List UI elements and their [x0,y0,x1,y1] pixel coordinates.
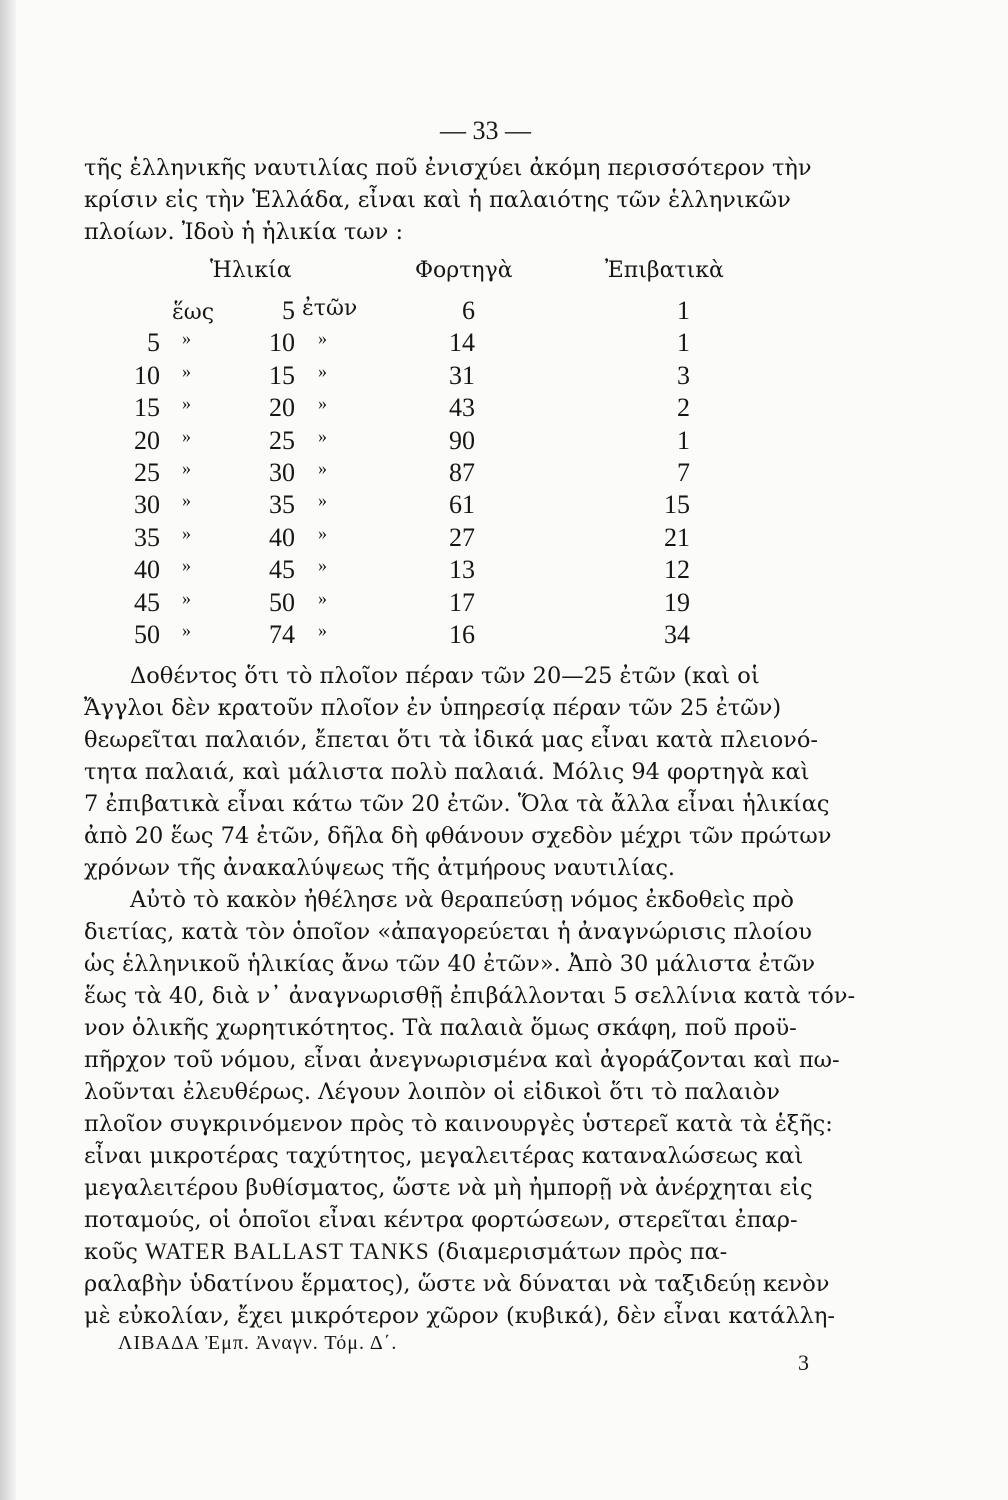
cell-to: 50 [269,587,295,617]
cell-from: 25 [134,457,160,487]
cell-to: 45 [269,555,295,585]
table-body [100,328,740,652]
cell-ditto: » [182,522,191,543]
cell-passenger: 1 [677,296,690,325]
cell-cargo: 87 [449,457,475,487]
text-line-mixed [84,1236,856,1268]
cell-ditto: » [318,425,327,446]
cell-to: 74 [269,619,295,649]
text-line: πῆρχον τοῦ νόμου, εἶναι ἀνεγνωρισμένα καὶ ἀγοράζονται καὶ πω- [84,1047,840,1073]
text-line: πλοίων. Ἰδοὺ ἡ ἡλικία των : [84,219,404,245]
page-number: — 33 — [440,116,531,145]
text-fragment: κοῦς [84,1239,146,1265]
cell-ditto: » [318,328,327,349]
age-table [100,258,740,652]
cell-passenger: 1 [677,328,690,358]
footer-signature-line: ΛΙΒΑΔΑ Ἐμπ. Ἀναγν. Τόμ. Δ΄. [118,1332,398,1354]
text-line: ραλαβὴν ὑδατίνου ἕρματος), ὥστε νὰ δύναται νὰ ταξιδεύῃ κενὸν [84,1271,830,1297]
signature-mark: 3 [798,1350,809,1375]
cell-ditto: » [318,587,327,608]
table-row [100,523,740,555]
cell-cargo: 43 [449,393,475,423]
cell-cargo: 17 [449,587,475,617]
text-line: θεωρεῖται παλαιόν, ἔπεται ὅτι τὰ ἰδικά μας εἶναι κατὰ πλειονό- [84,727,818,753]
cell-ditto: » [182,555,191,576]
intro-paragraph [84,152,856,248]
table-row [100,490,740,522]
text-line: χρόνων τῆς ἀνακαλύψεως τῆς ἀτμήρους ναυτιλίας. [84,855,676,881]
cell-to: 40 [269,522,295,552]
header-passenger: Ἐπιβατικὰ [605,258,724,283]
text-line: Δοθέντος ὅτι τὸ πλοῖον πέραν τῶν 20—25 ἐτῶν (καὶ οἱ [130,663,760,689]
cell-ditto: » [182,587,191,608]
table-row [100,328,740,360]
cell-from: 20 [134,425,160,455]
text-line: Ἄγγλοι δὲν κρατοῦν πλοῖον ἐν ὑπηρεσίᾳ πέραν τῶν 25 ἐτῶν) [84,695,782,721]
text-line: κρίσιν εἰς τὴν Ἑλλάδα, εἶναι καὶ ἡ παλαιότης τῶν ἑλληνικῶν [84,187,791,213]
cell-from: ἕως [172,300,215,325]
cell-ditto: » [318,555,327,576]
text-line: τητα παλαιά, καὶ μάλιστα πολὺ παλαιά. Μόλις 94 φορτηγὰ καὶ [84,759,810,785]
cell-passenger: 7 [677,457,690,487]
cell-ditto: » [182,457,191,478]
text-line: ἕως τὰ 40, διὰ ν᾿ ἀναγνωρισθῇ ἐπιβάλλονται 5 σελλίνια κατὰ τόν- [84,983,856,1009]
cell-cargo: 61 [449,490,475,520]
text-line: διετίας, κατὰ τὸν ὁποῖον «ἀπαγορεύεται ἡ ἀναγνώρισις πλοίου [84,919,812,945]
cell-from: 15 [134,393,160,423]
cell-cargo: 90 [449,425,475,455]
table-row [100,426,740,458]
cell-from: 5 [147,328,160,358]
table-row [100,296,740,328]
cell-ditto: » [182,393,191,414]
cell-ditto: » [318,360,327,381]
cell-unit: ἐτῶν [302,296,358,321]
table-row [100,588,740,620]
cell-ditto: » [182,425,191,446]
cell-to: 5 [282,296,295,325]
header-age: Ἡλικία [210,258,292,283]
text-line: λοῦνται ἐλευθέρως. Λέγουν λοιπὸν οἱ εἰδικοὶ ὅτι τὸ παλαιὸν [84,1079,780,1105]
text-line: 7 ἐπιβατικὰ εἶναι κάτω τῶν 20 ἐτῶν. Ὅλα τὰ ἄλλα εἶναι ἡλικίας [84,791,830,817]
cell-ditto: » [182,490,191,511]
cell-passenger: 12 [664,555,690,585]
cell-passenger: 21 [664,522,690,552]
cell-from: 30 [134,490,160,520]
table-row [100,393,740,425]
table-row [100,361,740,393]
cell-cargo: 16 [449,619,475,649]
cell-cargo: 27 [449,522,475,552]
cell-ditto: » [318,393,327,414]
cell-ditto: » [318,522,327,543]
cell-to: 35 [269,490,295,520]
table-row [100,555,740,587]
cell-ditto: » [318,457,327,478]
page-gutter-shadow [0,0,16,1500]
cell-to: 25 [269,425,295,455]
cell-passenger: 2 [677,393,690,423]
cell-ditto: » [182,360,191,381]
text-line: εἶναι μικροτέρας ταχύτητος, μεγαλειτέρας καταναλώσεως καὶ [84,1143,804,1169]
text-line: ποταμούς, οἱ ὁποῖοι εἶναι κέντρα φορτώσεων, στερεῖται ἐπαρ- [84,1207,798,1233]
table-header [100,258,740,296]
table-row [100,458,740,490]
cell-to: 15 [269,360,295,390]
cell-from: 10 [134,360,160,390]
text-line: Αὐτὸ τὸ κακὸν ἠθέλησε νὰ θεραπεύσῃ νόμος ἐκδοθεὶς πρὸ [130,887,794,913]
cell-passenger: 19 [664,587,690,617]
english-term: WATER BALLAST TANKS [145,1239,430,1264]
cell-from: 50 [134,619,160,649]
text-line: ὡς ἑλληνικοῦ ἡλικίας ἄνω τῶν 40 ἐτῶν». Ἀπὸ 30 μάλιστα ἐτῶν [84,951,816,977]
cell-to: 20 [269,393,295,423]
cell-passenger: 34 [664,619,690,649]
cell-from: 35 [134,522,160,552]
text-line: μεγαλειτέρου βυθίσματος, ὥστε νὰ μὴ ἠμπορῇ νὰ ἀνέρχηται εἰς [84,1175,813,1201]
text-line: ἀπὸ 20 ἕως 74 ἐτῶν, δῆλα δὴ φθάνουν σχεδὸν μέχρι τῶν πρώτων [84,823,832,849]
cell-from: 40 [134,555,160,585]
cell-ditto: » [182,328,191,349]
cell-ditto: » [182,619,191,640]
text-line: μὲ εὐκολίαν, ἔχει μικρότερον χῶρον (κυβικά), δὲν εἶναι κατάλλη- [84,1303,835,1329]
header-cargo: Φορτηγὰ [415,258,513,283]
text-line: πλοῖον συγκρινόμενον πρὸς τὸ καινουργὲς ὑστερεῖ κατὰ τὰ ἑξῆς: [84,1111,833,1137]
cell-cargo: 14 [449,328,475,358]
table-row [100,620,740,652]
cell-cargo: 13 [449,555,475,585]
cell-passenger: 15 [664,490,690,520]
cell-to: 10 [269,328,295,358]
cell-passenger: 3 [677,360,690,390]
text-line: νον ὁλικῆς χωρητικότητος. Τὰ παλαιὰ ὅμως σκάφη, ποῦ προϋ- [84,1015,797,1041]
text-fragment: (διαμερισμάτων πρὸς πα- [429,1239,728,1265]
cell-cargo: 31 [449,360,475,390]
cell-to: 30 [269,457,295,487]
cell-cargo: 6 [462,296,475,325]
text-line: τῆς ἑλληνικῆς ναυτιλίας ποῦ ἐνισχύει ἀκόμη περισσότερον τὴν [84,155,812,181]
cell-passenger: 1 [677,425,690,455]
cell-ditto: » [318,619,327,640]
cell-ditto: » [318,490,327,511]
body-paragraphs [84,660,856,1332]
cell-from: 45 [134,587,160,617]
